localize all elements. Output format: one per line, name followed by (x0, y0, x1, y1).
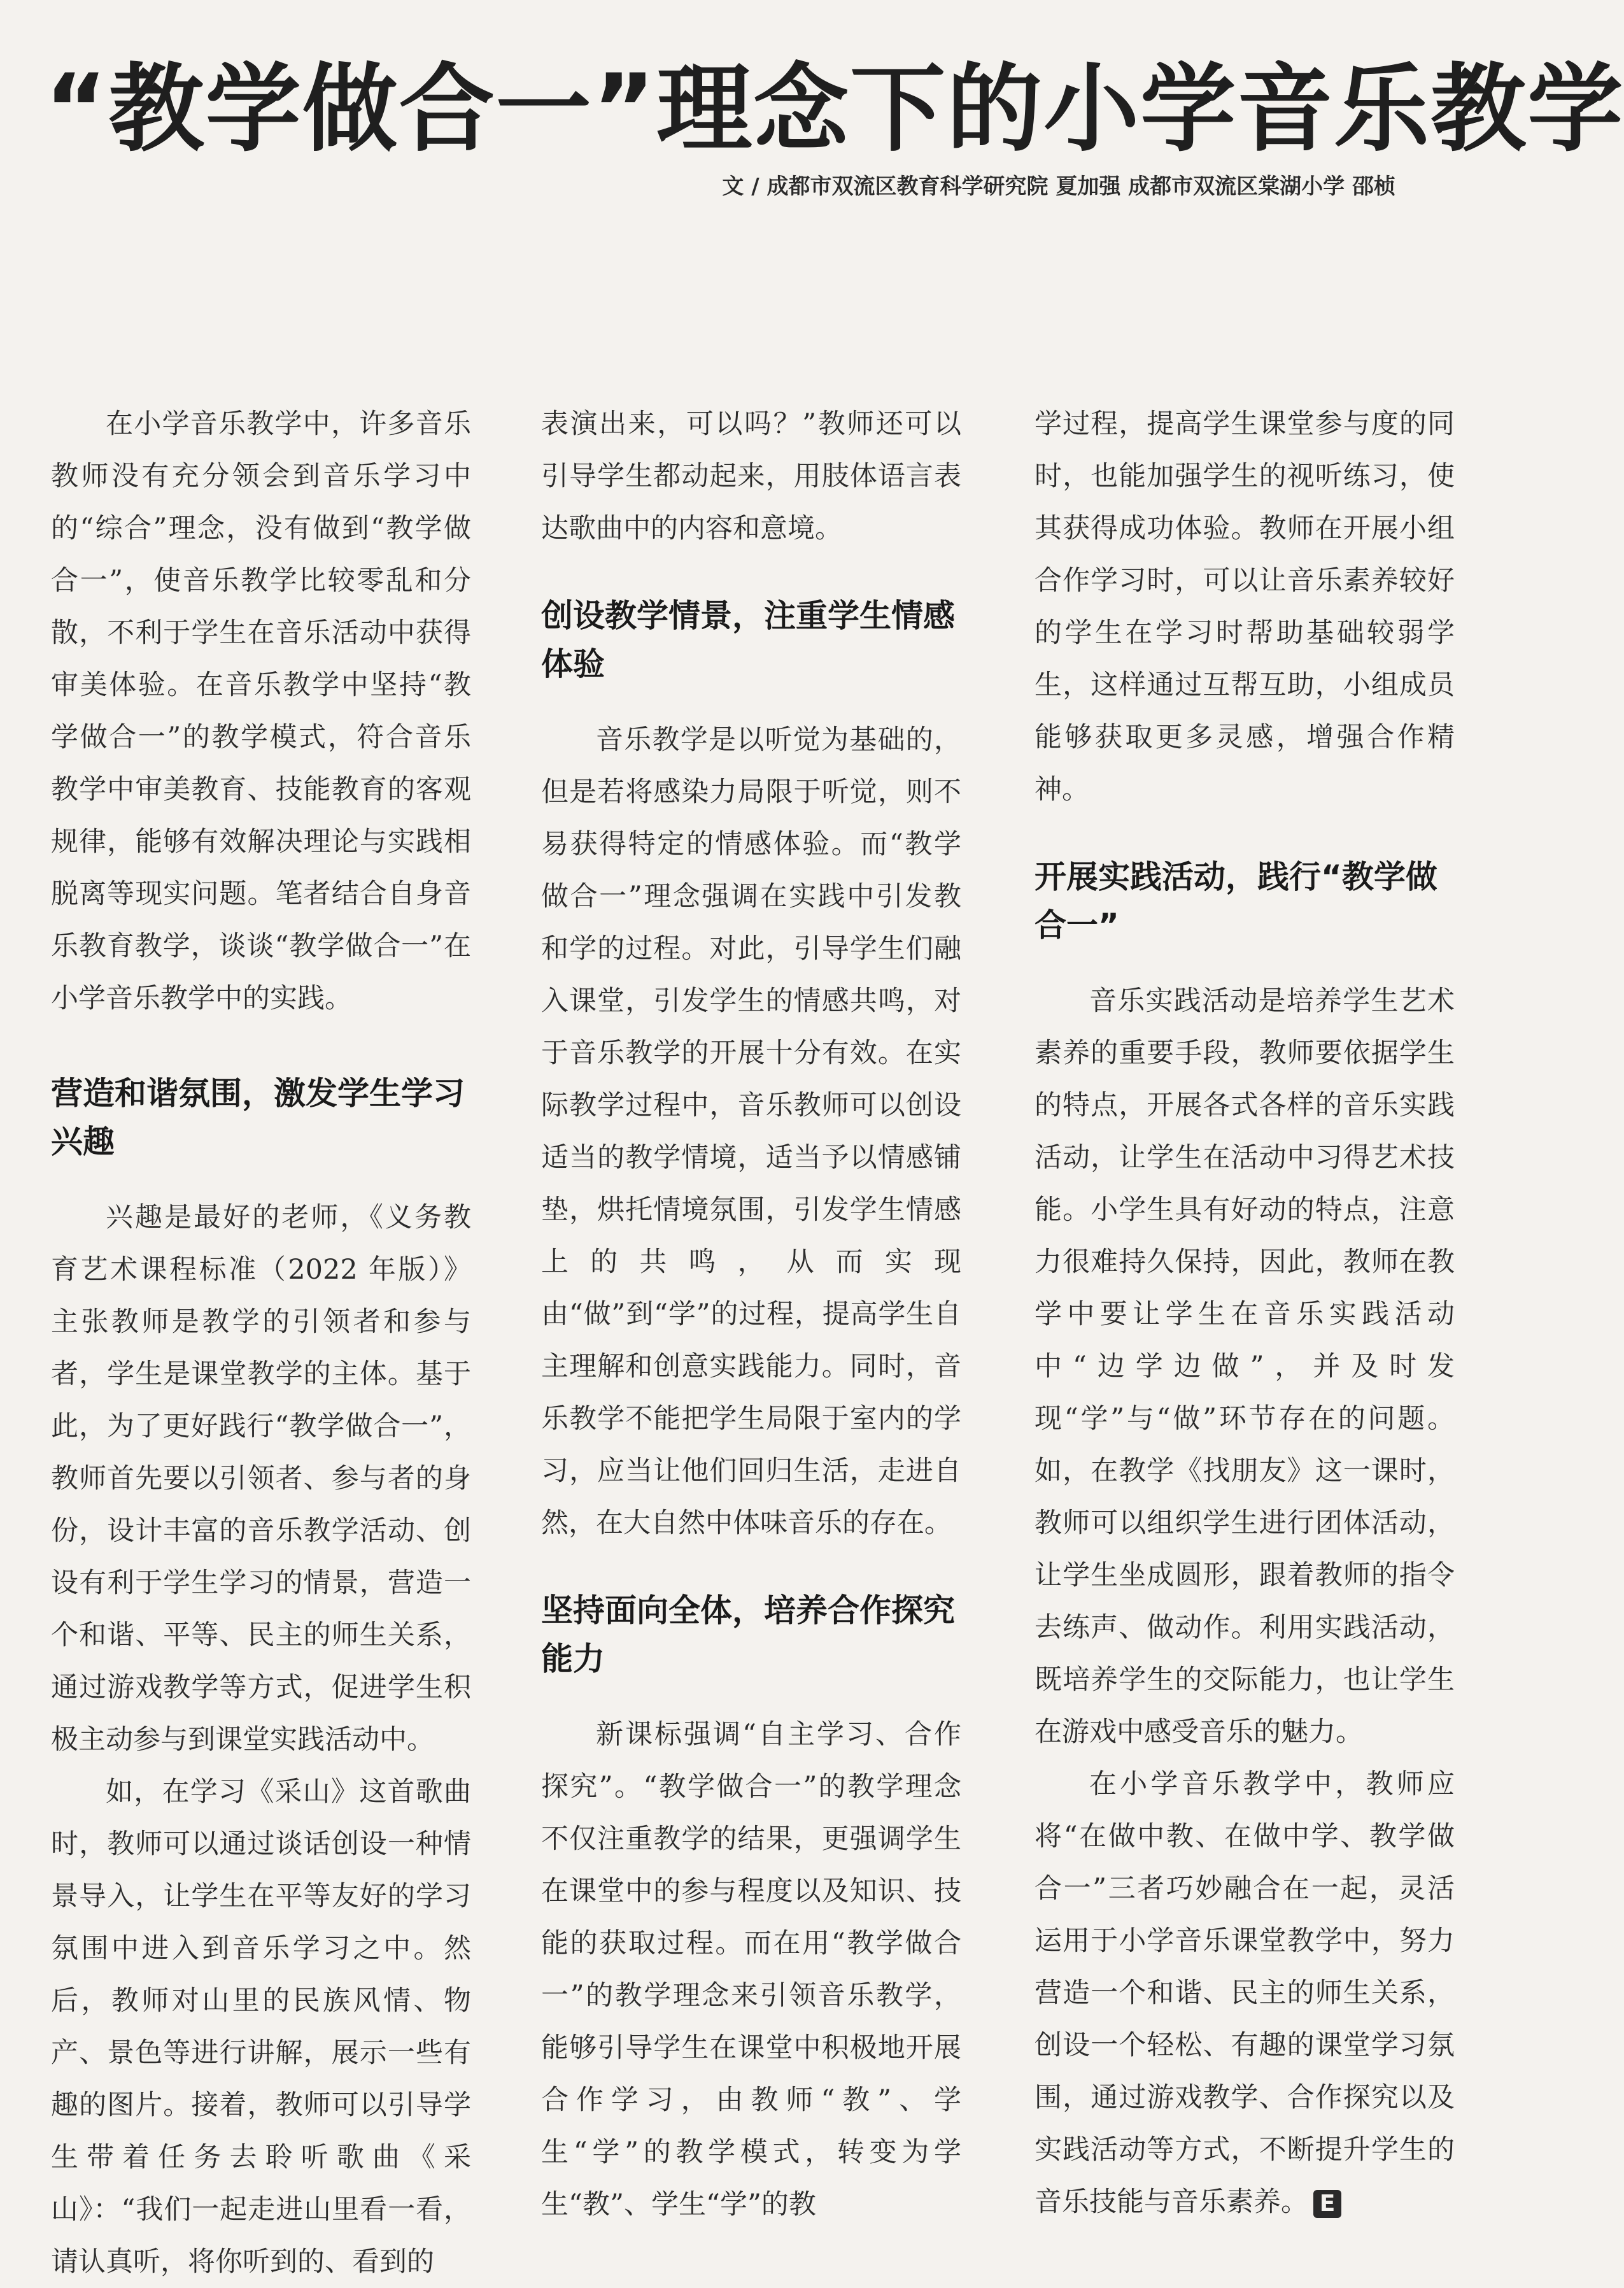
paragraph: 学过程，提高学生课堂参与度的同时，也能加强学生的视听练习，使其获得成功体验。教师在开展小组合作学习时，可以让音乐素养较好的学生在学习时帮助基础较弱学生，这样通过互帮互助，小组成员能够获取更多灵感，增强合作精神。 (1034, 408, 1455, 806)
article-byline: 文 / 成都市双流区教育科学研究院 夏加强 成都市双流区棠湖小学 邵桢 (722, 174, 1395, 199)
column-1 (51, 398, 471, 2288)
paragraph: 表演出来，可以吗？”教师还可以引导学生都动起来，用肢体语言表达歌曲中的内容和意境。 (541, 408, 961, 544)
column-2 (541, 398, 961, 2231)
paragraph: 音乐实践活动是培养学生艺术素养的重要手段，教师要依据学生的特点，开展各式各样的音乐实践活动，让学生在活动中习得艺术技能。小学生具有好动的特点，注意力很难持久保持，因此，教师在教学中要让学生在音乐实践活动中“边学边做”，并及时发现“学”与“做”环节存在的问题。如，在教学《找朋友》这一课时，教师可以组织学生进行团体活动，让学生坐成圆形，跟着教师的指令去练声、做动作。利用实践活动，既培养学生的交际能力，也让学生在游戏中感受音乐的魅力。 (1034, 985, 1455, 1748)
paragraph: 在小学音乐教学中，许多音乐教师没有充分领会到音乐学习中的“综合”理念，没有做到“教学做合一”，使音乐教学比较零乱和分散，不利于学生在音乐活动中获得审美体验。在音乐教学中坚持“教学做合一”的教学模式，符合音乐教学中审美教育、技能教育的客观规律，能够有效解决理论与实践相脱离等现实问题。笔者结合自身音乐教育教学，谈谈“教学做合一”在小学音乐教学中的实践。 (51, 408, 471, 1014)
article-title: “教学做合一”理念下的小学音乐教学 (45, 54, 1624, 165)
section-heading: 开展实践活动，践行“教学做合一” (1034, 858, 1437, 944)
section-heading: 营造和谐氛围，激发学生学习兴趣 (51, 1075, 465, 1160)
paragraph: 新课标强调“自主学习、合作探究”。“教学做合一”的教学理念不仅注重教学的结果，更强调学生在课堂中的参与程度以及知识、技能的获取过程。而在用“教学做合一”的教学理念来引领音乐教学，能够引导学生在课堂中积极地开展合作学习，由教师“教”、学生“学”的教学模式，转变为学生“教”、学生“学”的教 (541, 1719, 961, 2220)
section-heading: 坚持面向全体，培养合作探究能力 (541, 1592, 955, 1677)
end-mark-icon: E (1313, 2190, 1341, 2218)
column-3 (1034, 398, 1455, 2228)
paragraph: 兴趣是最好的老师，《义务教育艺术课程标准（2022 年版）》主张教师是教学的引领者和参与者，学生是课堂教学的主体。基于此，为了更好践行“教学做合一”，教师首先要以引领者、参与者的身份，设计丰富的音乐教学活动、创设有利于学生学习的情景，营造一个和谐、平等、民主的师生关系，通过游戏教学等方式，促进学生积极主动参与到课堂实践活动中。 (51, 1202, 471, 1756)
paragraph: 如，在学习《采山》这首歌曲时，教师可以通过谈话创设一种情景导入，让学生在平等友好的学习氛围中进入到音乐学习之中。然后，教师对山里的民族风情、物产、景色等进行讲解，展示一些有趣的图片。接着，教师可以引导学生带着任务去聆听歌曲《采山》：“我们一起走进山里看一看，请认真听，将你听到的、看到的 (51, 1776, 471, 2278)
section-heading: 创设教学情景，注重学生情感体验 (541, 597, 955, 683)
closing-paragraph (1034, 1758, 1455, 2228)
paragraph: 音乐教学是以听觉为基础的，但是若将感染力局限于听觉，则不易获得特定的情感体验。而“教学做合一”理念强调在实践中引发教和学的过程。对此，引导学生们融入课堂，引发学生的情感共鸣，对于音乐教学的开展十分有效。在实际教学过程中，音乐教师可以创设适当的教学情境，适当予以情感铺垫，烘托情境氛围，引发学生情感上的共鸣，从而实现由“做”到“学”的过程，提高学生自主理解和创意实践能力。同时，音乐教学不能把学生局限于室内的学习，应当让他们回归生活，走进自然，在大自然中体味音乐的存在。 (541, 724, 961, 1539)
paragraph-text: 在小学音乐教学中，教师应将“在做中教、在做中学、教学做合一”三者巧妙融合在一起，灵活运用于小学音乐课堂教学中，努力营造一个和谐、民主的师生关系，创设一个轻松、有趣的课堂学习氛围，通过游戏教学、合作探究以及实践活动等方式，不断提升学生的音乐技能与音乐素养。 (1034, 1768, 1455, 2218)
